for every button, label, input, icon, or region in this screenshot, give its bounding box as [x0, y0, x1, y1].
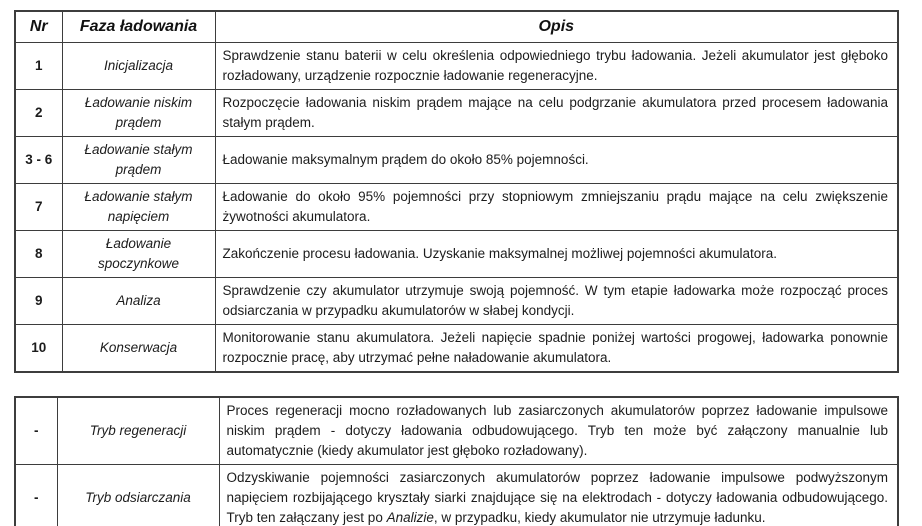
- table-row: [15, 278, 898, 325]
- phase-cell: Inicjalizacja: [62, 43, 215, 90]
- phase-cell: Tryb regeneracji: [57, 397, 219, 465]
- nr-cell: -: [15, 465, 57, 526]
- header-row: [15, 11, 898, 43]
- header-opis: Opis: [215, 11, 898, 43]
- table-row: [15, 397, 898, 465]
- nr-cell: -: [15, 397, 57, 465]
- table-row: [15, 137, 898, 184]
- desc-cell: Sprawdzenie stanu baterii w celu określenia odpowiedniego trybu ładowania. Jeżeli akumulator jest głęboko rozładowany, urządzenie rozpocznie ładowanie regeneracyjne.: [215, 43, 898, 90]
- header-faza-ladowania: Faza ładowania: [62, 11, 215, 43]
- nr-cell: 7: [15, 184, 62, 231]
- table-row: [15, 43, 898, 90]
- header-nr: Nr: [15, 11, 62, 43]
- desc-cell: Monitorowanie stanu akumulatora. Jeżeli napięcie spadnie poniżej wartości progowej, ładowarka ponownie rozpocznie pracę, aby utrzymać pełne naładowanie akumulatora.: [215, 325, 898, 373]
- desc-cell: Proces regeneracji mocno rozładowanych lub zasiarczonych akumulatorów poprzez ładowanie impulsowe niskim prądem - dotyczy ładowania odbudowującego. Tryb ten może być załączony manualnie lub automatycznie (kiedy akumulator jest głęboko rozładowany).: [219, 397, 898, 465]
- nr-cell: 10: [15, 325, 62, 373]
- phase-cell: Tryb odsiarczania: [57, 465, 219, 526]
- text-segment: Odzyskiwanie pojemności zasiarczonych akumulatorów poprzez ładowanie impulsowe podwyższonym napięciem rozbijającego kryształy siarki znajdujące się na elektrodach - dotyczy ładowania odbudowującego. Tryb ten załączany jest po: [226, 470, 888, 525]
- table-row: [15, 90, 898, 137]
- special-modes-table: [14, 396, 899, 526]
- nr-cell: 9: [15, 278, 62, 325]
- charging-phases-table: [14, 10, 899, 373]
- nr-cell: 3 - 6: [15, 137, 62, 184]
- table-row: [15, 184, 898, 231]
- phase-cell: Ładowanie spoczynkowe: [62, 231, 215, 278]
- nr-cell: 1: [15, 43, 62, 90]
- table-row: [15, 325, 898, 373]
- desc-cell: Ładowanie maksymalnym prądem do około 85% pojemności.: [215, 137, 898, 184]
- phase-cell: Ładowanie stałym prądem: [62, 137, 215, 184]
- desc-cell: Rozpoczęcie ładowania niskim prądem mające na celu podgrzanie akumulatora przed procesem ładowania stałym prądem.: [215, 90, 898, 137]
- desc-cell: Ładowanie do około 95% pojemności przy stopniowym zmniejszaniu prądu mające na celu zwiększenie żywotności akumulatora.: [215, 184, 898, 231]
- desc-cell: Sprawdzenie czy akumulator utrzymuje swoją pojemność. W tym etapie ładowarka może rozpocząć proces odsiarczania w przypadku akumulatorów w słabej kondycji.: [215, 278, 898, 325]
- table-row: [15, 231, 898, 278]
- italic-text-segment: Analizie: [386, 510, 434, 525]
- phase-cell: Analiza: [62, 278, 215, 325]
- text-segment: , w przypadku, kiedy akumulator nie utrzymuje ładunku.: [433, 510, 766, 525]
- desc-cell: Zakończenie procesu ładowania. Uzyskanie maksymalnej możliwej pojemności akumulatora.: [215, 231, 898, 278]
- nr-cell: 2: [15, 90, 62, 137]
- phase-cell: Ładowanie niskim prądem: [62, 90, 215, 137]
- charging-phases-table-header: [15, 11, 898, 43]
- charging-phases-table-body: [15, 43, 898, 373]
- table-row: [15, 465, 898, 526]
- desc-cell: [219, 465, 898, 526]
- phase-cell: Konserwacja: [62, 325, 215, 373]
- phase-cell: Ładowanie stałym napięciem: [62, 184, 215, 231]
- nr-cell: 8: [15, 231, 62, 278]
- special-modes-table-body: [15, 397, 898, 526]
